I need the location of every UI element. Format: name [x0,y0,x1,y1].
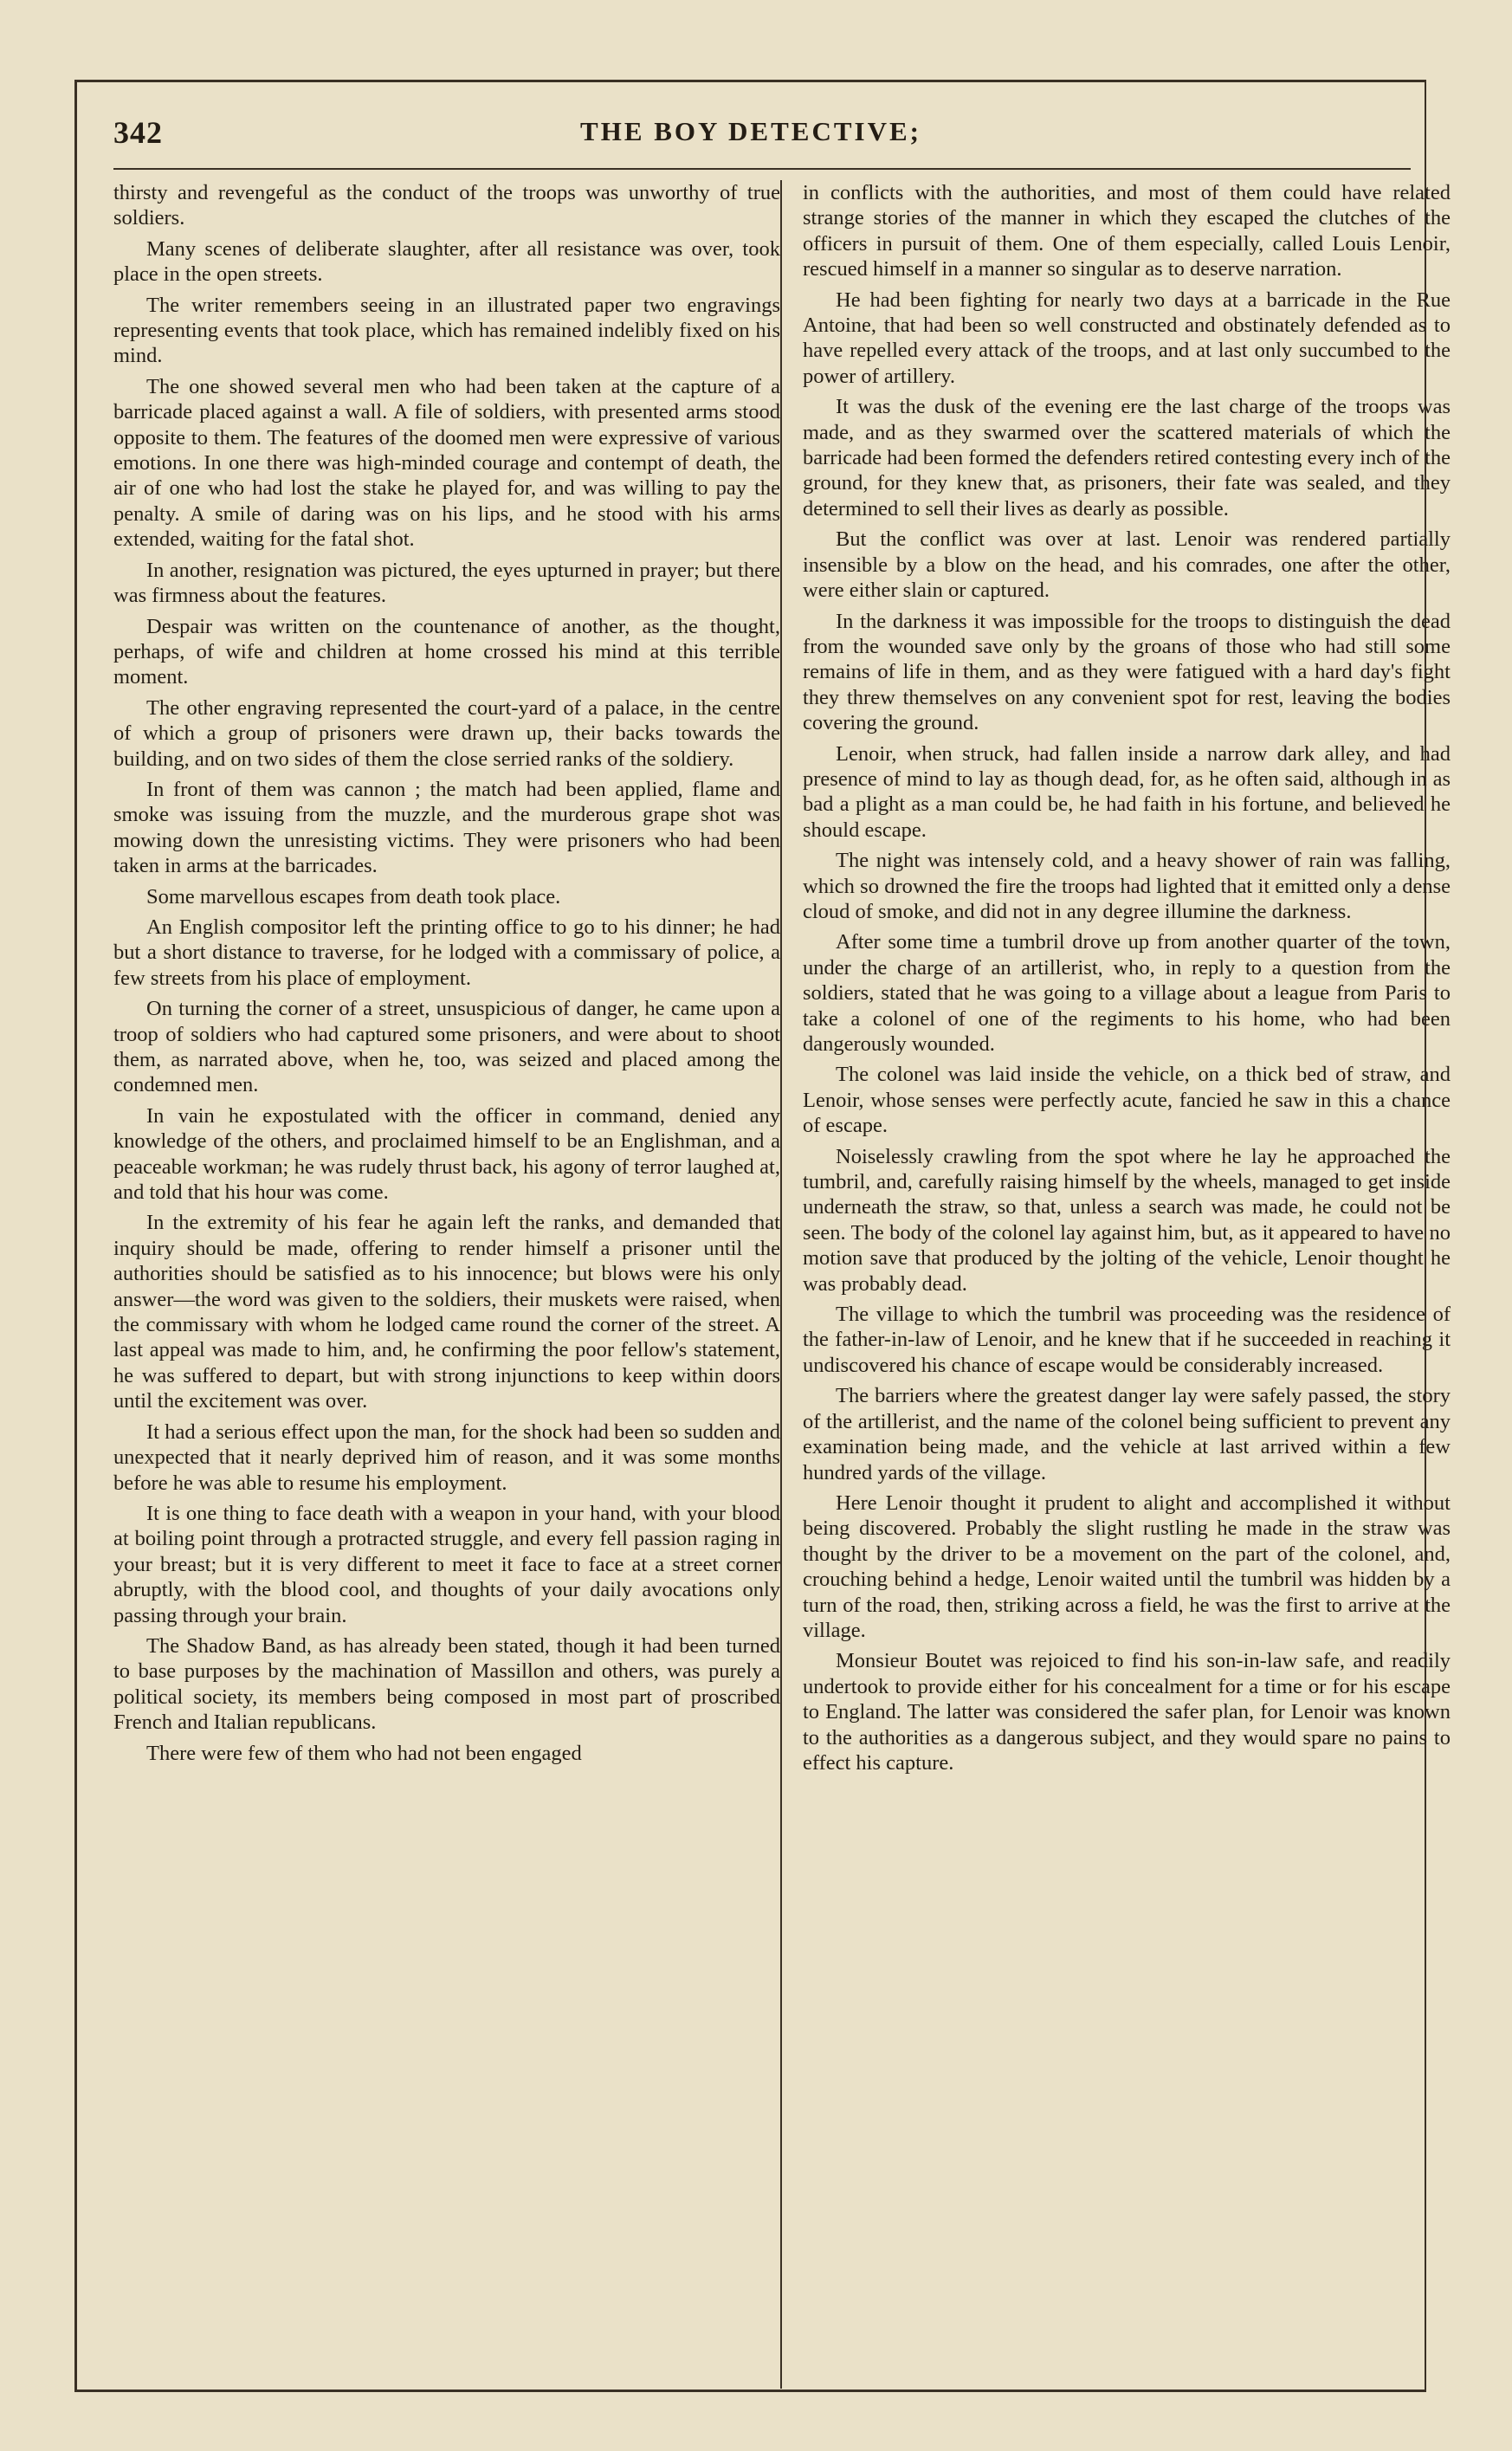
paragraph: The Shadow Band, as has already been stated, though it had been turned to base purposes by the machination of Massillon and others, was purely a political society, its members being composed in most part of proscribed French and Italian republicans. [113,1633,780,1735]
paragraph: Despair was written on the countenance of another, as the thought, perhaps, of wife and children at home crossed his mind at this terrible moment. [113,614,780,689]
paragraph: There were few of them who had not been engaged [146,1741,582,1765]
paragraph: After some time a tumbril drove up from another quarter of the town, under the charge of an artillerist, who, in reply to a question from the soldiers, stated that he was going to a village about a league from Paris to take a colonel of one of the regiments to his home, who had been dangerously wounded. [803,930,1451,1056]
page [74,80,1451,2392]
paragraph: It is one thing to face death with a weapon in your hand, with your blood at boiling point through a protracted struggle, and every fell passion raging in your breast; but it is very different to meet it face to face at a street corner abruptly, with the blood cool, and thoughts of your daily avocations only passing through your brain. [113,1501,780,1627]
paragraph: The village to which the tumbril was proceeding was the residence of the father-in-law of Lenoir, and he knew that if he succeeded in reaching it undiscovered his chance of escape would be considerably increased. [803,1303,1451,1377]
paragraph: thirsty and revengeful as the conduct of the troops was unworthy of true soldiers. [113,181,780,230]
paragraph: The writer remembers seeing in an illustrated paper two engravings representing events that took place, which has remained indelibly fixed on his mind. [113,293,780,368]
paragraph: The colonel was laid inside the vehicle, on a thick bed of straw, and Lenoir, whose senses were perfectly acute, fancied he saw in this a chance of escape. [803,1063,1451,1138]
bottom-rule [77,2390,1425,2392]
top-rule [77,80,1425,82]
running-header [77,114,1425,166]
paragraph: Many scenes of deliberate slaughter, after all resistance was over, took place in the open streets. [113,236,780,287]
paragraph: It had a serious effect upon the man, for the shock had been so sudden and unexpected that it nearly deprived him of reason, and it was some months before he was able to resume his employment. [113,1420,780,1495]
running-title: THE BOY DETECTIVE; [580,116,921,146]
paragraph: The night was intensely cold, and a heavy shower of rain was falling, which so drowned the fire the troops had lighted that it emitted only a dense cloud of smoke, and did not in any degree illumine the darkness. [803,849,1451,923]
page-number: 342 [113,115,163,150]
paragraph: Noiselessly crawling from the spot where he lay he approached the tumbril, and, carefully raising himself by the wheels, managed to get inside underneath the straw, so that, unless a search was made, he could not be seen. The body of the colonel lay against him, but, as it appeared to have no motion save that produced by the jolting of the vehicle, Lenoir thought he was probably dead. [803,1144,1451,1296]
left-column [113,180,780,1771]
paragraph: Here Lenoir thought it prudent to alight and accomplished it without being discovered. Probably the slight rustling he made in the straw was thought by the driver to be a movement on the part of the colonel, and, crouching behind a hedge, Lenoir waited until the tumbril was hidden by a turn of the road, then, striking across a field, he was the first to arrive at the village. [803,1491,1451,1642]
paragraph: In another, resignation was pictured, the eyes upturned in prayer; but there was firmness about the features. [113,558,780,608]
paragraph: The other engraving represented the court-yard of a palace, in the centre of which a group of prisoners were drawn up, their backs towards the building, and on two sides of them the close serried ranks of the soldiery. [113,695,780,771]
paragraph: In front of them was cannon ; the match had been applied, flame and smoke was issuing from the muzzle, and the murderous grape shot was mowing down the unresisting victims. They were prisoners who had been taken in arms at the barricades. [113,777,780,878]
paragraph: It was the dusk of the evening ere the last charge of the troops was made, and as they swarmed over the scattered materials of which the barricade had been formed the defenders retired contesting every inch of the ground, for they knew that, as prisoners, their fate was sealed, and they determined to sell their lives as dearly as possible. [803,395,1451,521]
paragraph: In the extremity of his fear he again left the ranks, and demanded that inquiry should be made, offering to render himself a prisoner until the authorities should be satisfied as to his innocence; but blows were his only answer—the word was given to the soldiers, their muskets were raised, when the commissary with whom he lodged came round the corner of the street. A last appeal was made to him, and, he confirming the poor fellow's statement, he was suffered to depart, but with strong injunctions to keep within doors until the excitement was over. [113,1211,780,1413]
header-rule [113,168,1411,170]
paragraph: in conflicts with the authorities, and most of them could have related strange stories of the manner in which they escaped the clutches of the officers in pursuit of them. One of them especially, called Louis Lenoir, rescued himself in a manner so singular as to deserve narration. [803,181,1451,281]
right-column [780,180,1451,2389]
paragraph: In vain he expostulated with the officer in command, denied any knowledge of the others, and proclaimed himself to be an Englishman, and a peaceable workman; he was rudely thrust back, his agony of terror laughed at, and told that his hour was come. [113,1103,780,1205]
paragraph: The one showed several men who had been taken at the capture of a barricade placed against a wall. A file of soldiers, with presented arms stood opposite to them. The features of the doomed men were expressive of various emotions. In one there was high-minded courage and contempt of death, the air of one who had lost the stake he played for, and was willing to pay the penalty. A smile of daring was on his lips, and he stood with his arms extended, waiting for the fatal shot. [113,374,780,552]
paragraph: The barriers where the greatest danger lay were safely passed, the story of the artillerist, and the name of the colonel being sufficient to prevent any examination being made, and the vehicle at last arrived within a few hundred yards of the village. [803,1384,1451,1484]
paragraph: He had been fighting for nearly two days at a barricade in the Rue Antoine, that had been so well constructed and obstinately defended as to have repelled every attack of the troops, and at last only succumbed to the power of artillery. [803,288,1451,388]
paragraph: Some marvellous escapes from death took place. [146,884,561,909]
paragraph: But the conflict was over at last. Lenoir was rendered partially insensible by a blow on the head, and his comrades, one after the other, were either slain or captured. [803,527,1451,603]
paragraph: Monsieur Boutet was rejoiced to find his son-in-law safe, and readily undertook to provide either for his concealment for a time or for his escape to England. The latter was considered the safer plan, for Lenoir was known to the authorities as a dangerous subject, and they would spare no pains to effect his capture. [803,1649,1451,1775]
paragraph: On turning the corner of a street, unsuspicious of danger, he came upon a troop of soldiers who had captured some prisoners, and were about to shoot them, as narrated above, when he, too, was seized and placed among the condemned men. [113,997,780,1097]
paragraph: In the darkness it was impossible for the troops to distinguish the dead from the wounded save only by the groans of those who had still some remains of life in them, and as they were fatigued with a hard day's fight they threw themselves on any convenient spot for rest, leaving the bodies covering the ground. [803,609,1451,735]
paragraph: An English compositor left the printing office to go to his dinner; he had but a short distance to traverse, for he lodged with a commissary of police, a few streets from his place of employment. [113,915,780,990]
paragraph: Lenoir, when struck, had fallen inside a narrow dark alley, and had presence of mind to lay as though dead, for, as he often said, although in as bad a plight as a man could be, he had faith in his fortune, and believed he should escape. [803,741,1451,842]
